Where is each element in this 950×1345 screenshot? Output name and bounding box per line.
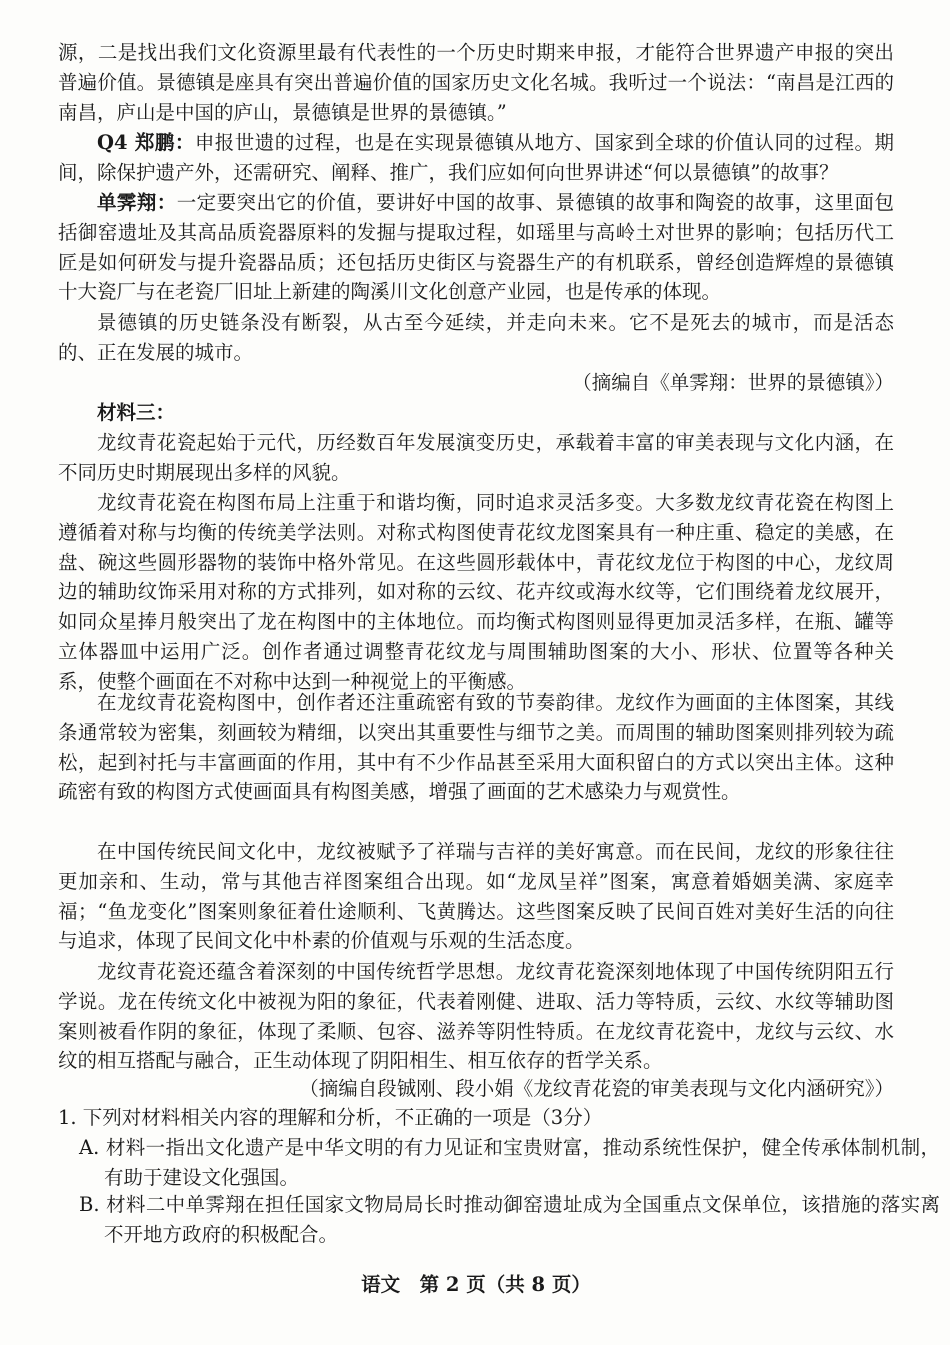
q4-paragraph	[58, 128, 894, 188]
q4-speaker-label: Q4 郑鹏：	[97, 131, 195, 154]
closing-paragraph: 景德镇的历史链条没有断裂，从古至今延续，并走向未来。它不是死去的城市，而是活态的、正在发展的城市。	[58, 311, 894, 364]
material3-paragraph-5: 龙纹青花瓷还蕴含着深刻的中国传统哲学思想。龙纹青花瓷深刻地体现了中国传统阴阳五行学说。龙在传统文化中被视为阳的象征，代表着刚健、进取、活力等特质，云纹、水纹等辅助图案则被看作阴的象征，体现了柔顺、包容、滋养等阴性特质。在龙纹青花瓷中，龙纹与云纹、水纹的相互搭配与融合，正生动体现了阴阳相生、相互依存的哲学关系。	[58, 960, 894, 1073]
page-footer: 语文 第 2 页（共 8 页）	[361, 1273, 591, 1296]
material2-source: （摘编自《单霁翔：世界的景德镇》）	[572, 371, 894, 394]
question-1-option-a: A. 材料一指出文化遗产是中华文明的有力见证和宝贵财富，推动系统性保护，健全传承体制机制，有助于建设文化强国。	[79, 1136, 940, 1189]
question-1-stem: 1. 下列对材料相关内容的理解和分析，不正确的一项是（3分）	[58, 1106, 603, 1129]
material3-source: （摘编自段铖刚、段小娟《龙纹青花瓷的审美表现与文化内涵研究》）	[299, 1077, 894, 1100]
q4-text: 申报世遗的过程，也是在实现景德镇从地方、国家到全球的价值认同的过程。期间，除保护遗产外，还需研究、阐释、推广，我们应如何向世界讲述“何以景德镇”的故事？	[58, 131, 894, 184]
material3-paragraph-2: 龙纹青花瓷在构图布局上注重于和谐均衡，同时追求灵活多变。大多数龙纹青花瓷在构图上遵循着对称与均衡的传统美学法则。对称式构图使青花纹龙图案具有一种庄重、稳定的美感，在盘、碗这些圆形器物的装饰中格外常见。在这些圆形载体中，青花纹龙位于构图的中心，龙纹周边的辅助纹饰采用对称的方式排列，如对称的云纹、花卉纹或海水纹等，它们围绕着龙纹展开，如同众星捧月般突出了龙在构图中的主体地位。而均衡式构图则显得更加灵活多样，在瓶、罐等立体器皿中运用广泛。创作者通过调整青花纹龙与周围辅助图案的大小、形状、位置等各种关系，使整个画面在不对称中达到一种视觉上的平衡感。	[58, 491, 894, 693]
material3-paragraph-4: 在中国传统民间文化中，龙纹被赋予了祥瑞与吉祥的美好寓意。而在民间，龙纹的形象往往更加亲和、生动，常与其他吉祥图案组合出现。如“龙凤呈祥”图案，寓意着婚姻美满、家庭幸福；“鱼龙变化”图案则象征着仕途顺利、飞黄腾达。这些图案反映了民间百姓对美好生活的向往与追求，体现了民间文化中朴素的价值观与乐观的生活态度。	[58, 840, 894, 953]
answer-speaker-label: 单霁翔：	[97, 191, 177, 214]
material3-paragraph-1: 龙纹青花瓷起始于元代，历经数百年发展演变历史，承载着丰富的审美表现与文化内涵，在不同历史时期展现出多样的风貌。	[58, 431, 894, 484]
material3-heading: 材料三：	[97, 401, 176, 424]
question-1-option-b: B. 材料二中单霁翔在担任国家文物局局长时推动御窑遗址成为全国重点文保单位，该措施的落实离不开地方政府的积极配合。	[79, 1193, 940, 1246]
answer-text: 一定要突出它的价值，要讲好中国的故事、景德镇的故事和陶瓷的故事，这里面包括御窑遗址及其高品质瓷器原料的发掘与提取过程，如瑶里与高岭土对世界的影响；包括历代工匠是如何研发与提升瓷器品质；还包括历史街区与瓷器生产的有机联系，曾经创造辉煌的景德镇十大瓷厂与在老瓷厂旧址上新建的陶溪川文化创意产业园，也是传承的体现。	[58, 191, 894, 304]
material3-paragraph-3: 在龙纹青花瓷构图中，创作者还注重疏密有致的节奏韵律。龙纹作为画面的主体图案，其线条通常较为密集，刻画较为精细，以突出其重要性与细节之美。而周围的辅助图案则排列较为疏松，起到衬托与丰富画面的作用，其中有不少作品甚至采用大面积留白的方式以突出主体。这种疏密有致的构图方式使画面具有构图美感，增强了画面的艺术感染力与观赏性。	[58, 691, 894, 804]
material2-continuation-paragraph: 源，二是找出我们文化资源里最有代表性的一个历史时期来申报，才能符合世界遗产申报的突出普遍价值。景德镇是座具有突出普遍价值的国家历史文化名城。我听过一个说法：“南昌是江西的南昌，庐山是中国的庐山，景德镇是世界的景德镇。”	[58, 41, 894, 124]
answer-paragraph	[58, 188, 894, 307]
